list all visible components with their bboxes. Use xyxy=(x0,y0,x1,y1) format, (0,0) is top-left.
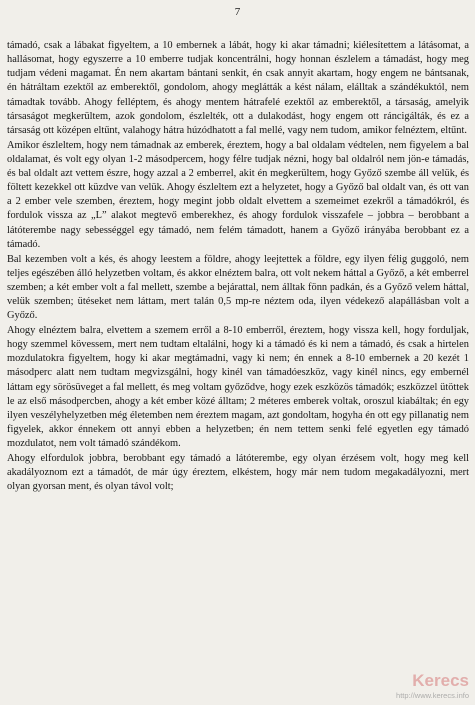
document-body xyxy=(7,39,469,495)
paragraph: Amikor észleltem, hogy nem támadnak az emberek, éreztem, hogy a bal oldalam védtelen, nem figyelem a bal oldalamat, és volt egy olyan 1-2 másodpercem, hogy félre tudjak nézni, hogy bal oldalról nem jön-e támadás, és bal oldalt azt vettem észre, hogy azzal a 2 emberrel, akit én megkerültem, hogy Győző szembe áll velük, és föltett kezekkel ott küzdve van velük. Ahogy észleltem ezt a helyzetet, hogy a Győző bal oldalt van, és ott van a 2 ember vele szemben, éreztem, hogy megint jobb oldalt elvettem a szemeimet ezekről a támadókról, és fordulok vissza az „L” alakot megtevő emberekhez, és ahogy fordulok visszafele – jobbra – berobbant a látóterembe nagy sebességgel egy támadó, nem felém támadott, hanem a Győző irányába berobbant ez a támadó. xyxy=(7,139,469,250)
watermark xyxy=(396,673,469,703)
paragraph: Bal kezemben volt a kés, és ahogy leestem a földre, ahogy leejtettek a földre, egy ilyen félig guggoló, nem teljes egészében álló helyzetben voltam, és akkor elnéztem balra, ott volt nekem háttal a Győző, a két emberrel szemben; a két ember volt a fal mellett, szembe a bejárattal, nem álltak fönn padkán, és a Győző velem háttal, velük szemben; ütéseket nem láttam, mert talán 0,5 mp-re néztem oda, ilyen védekező alapállásban volt a Győző. xyxy=(7,253,469,322)
watermark-url: http://www.kerecs.info xyxy=(396,691,469,700)
page-number: 7 xyxy=(234,6,241,18)
watermark-brand: Kerecs xyxy=(412,671,469,690)
paragraph: Ahogy elnéztem balra, elvettem a szemem erről a 8-10 emberről, éreztem, hogy vissza kell, hogy forduljak, hogy szemmel kövessem, mert nem tudtam eltalálni, hogy ki a támadó és ki nem a támadó, és csak a hirtelen mozdulatokra figyeltem, hogy ki akar megtámadni, vagy ki nem; én ennek a 8-10 embernek a 20 kezét 1 másodperc alatt nem tudtam megvizsgálni, hogy kinél van támadóeszköz, vagy kinél nincs, egy embernél láttam egy sörösüveget a fal mellett, és meg voltam győződve, hogy ezek eszközös támadók; eszközzel ütöttek le az első másodpercben, ahogy a két ember közé álltam; 2 méteres emberek voltak, oroszul kiabáltak; én egy ilyen veszélyhelyzetben még életemben nem éreztem magam, azt gondoltam, hogyha én ott egy pillanatig nem figyelek, akkor énnekem ott annyi ebben a helyzetben; én nem tettem senki felé egyetlen egy támadó mozdulatot, nem volt támadó szándékom. xyxy=(7,324,469,450)
paragraph: Ahogy elfordulok jobbra, berobbant egy támadó a látóterembe, egy olyan érzésem volt, hogy meg kell akadályoznom ezt a támadót, de már úgy éreztem, elkéstem, hogy már nem tudom megakadályozni, mert olyan gyorsan ment, és olyan távol volt; xyxy=(7,452,469,493)
paragraph: támadó, csak a lábakat figyeltem, a 10 embernek a lábát, hogy ki akar támadni; kiélesítettem a látásomat, a hallásomat, hogy egyszerre a 10 emberre tudjak koncentrálni, hogy honnan észlelem a támadást, hogy meg tudjam védeni magamat. Én nem akartam bántani senkit, én csak annyit akartam, hogy engem ne bántsanak, én hátráltam ezektől az emberektől, gondolom, ahogy meglátták a kést nálam, elálltak a szándékuktól, nem támadtak tovább. Ahogy felléptem, és ahogy mentem hátrafelé ezektől az emberektől, a társaság, amelyik társaságot megkerültem, azok gondolom, észlelték, ott a dulakodást, hogy engem ott ráncigálták, és ez a társaság ott középen eltűnt, valahogy hátra húzódhatott a fal mellé, vagy nem tudom, amikor felnéztem, eltűnt. xyxy=(7,40,469,136)
